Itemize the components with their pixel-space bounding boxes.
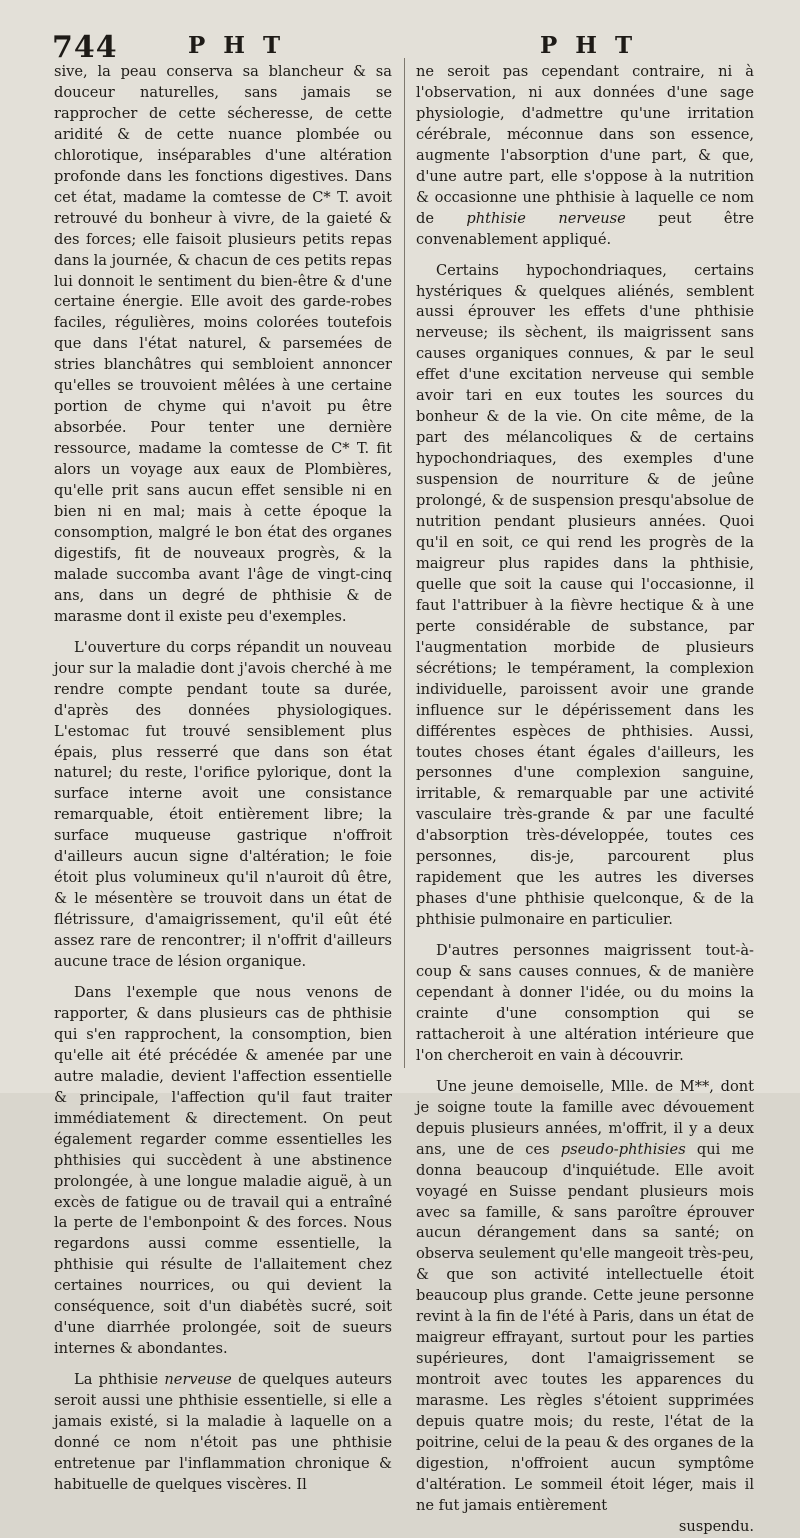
page-number: 744 — [52, 30, 118, 65]
paragraph-text-after: qui me donna beaucoup d'inquiétude. Elle avoit voyagé en Suisse pendant plusieurs mois avec sa famille, & sans paroître éprouver aucun dérangement dans sa santé; on observa seulement qu'elle mangeoit très-peu, & que son activité intellectuelle étoit beaucoup plus grande. Cette jeune personne revint à la fin de l'été à Paris, dans un état de maigreur effrayant, surtout pour les parties supérieures, dont l'amaigrissement se montroit avec toutes les apparences du marasme. Les règles s'étoient supprimées depuis quatre mois; du reste, l'état de la poitrine, celui de la peau & des organes de la digestion, n'offroient aucun symptôme d'altération. Le sommeil étoit léger, mais il ne fut jamais entièrement — [416, 1140, 754, 1514]
paragraph-end-word: suspendu. — [678, 1517, 754, 1535]
paragraph-sudden-emaciation: D'autres personnes maigrissent tout-à-coup & sans causes connues, & de manière cependant à donner l'idée, ou du moins la crainte d'une consomption qui se rattacheroit à une altération intérieure que l'on chercheroit en vain à découvrir. — [416, 942, 754, 1064]
italic-term: pseudo-phthisies — [560, 1140, 686, 1158]
paragraph-autopsy: L'ouverture du corps répandit un nouveau jour sur la maladie dont j'avois cherché à me rendre compte pendant toute sa durée, d'après des données physiologiques. L'estomac fut trouvé sensiblement plus épais, plus resserré que dans son état naturel; du reste, l'orifice pylorique, dont la surface interne avoit une consistance remarquable, étoit entièrement libre; la surface muqueuse gastrique n'offroit d'ailleurs aucun signe d'altération; le foie étoit plus volumineux qu'il n'auroit dû être, & le mésentère se trouvoit dans un état de flétrissure, d'amaigrissement, qu'il eût été assez rare de rencontrer; il n'offrit d'ailleurs aucune trace de lésion organique. — [54, 638, 392, 971]
paragraph-text-before: ne seroit pas cependant contraire, ni à l'observation, ni aux données d'une sage physiologie, d'admettre qu'une irritation cérébrale, méconnue dans son essence, augmente l'absorption d'une part, & que, d'une autre part, elle s'oppose à la nutrition & occasionne une phthisie à laquelle ce nom de — [416, 63, 754, 227]
column-divider — [404, 58, 405, 1068]
paragraph-text-after: peut être convenablement appliqué. — [416, 209, 754, 248]
right-column — [416, 62, 754, 1538]
paragraph-essential-phthisis: Dans l'exemple que nous venons de rapporter, & dans plusieurs cas de phthisie qui s'en rapprochent, la consomption, bien qu'elle ait été précédée & amenée par une autre maladie, devient l'affection essentielle & principale, l'affection qu'il faut traiter immédiatement & directement. On peut également regarder comme essentielles les phthisies qui succèdent à une abstinence prolongée, à une longue maladie aiguë, à un excès de fatigue ou de travail qui a entraîné la perte de l'embonpoint & des forces. Nous regardons aussi comme essentielle, la phthisie qui résulte de l'allaitement chez certaines nourrices, ou qui devient la conséquence, soit d'un diabétès sucré, soit d'une diarrhée prolongée, soit de sueurs internes & abondantes. — [54, 983, 392, 1358]
paragraph-continued-case: sive, la peau conserva sa blancheur & sa douceur naturelles, sans jamais se rapprocher de cette sécheresse, de cette aridité & de cette nuance plombée ou chlorotique, inséparables d'une altération profonde dans les fonctions digestives. Dans cet état, madame la comtesse de C* T. avoit retrouvé du bonheur à vivre, de la gaieté & des forces; elle faisoit plusieurs petits repas dans la journée, & chacun de ces petits repas lui donnoit le sentiment du bien-être & d'une certaine énergie. Elle avoit des garde-robes faciles, régulières, moins colorées toutefois que dans l'état naturel, & parsemées de stries blanchâtres qui sembloient annoncer qu'elles se trouvoient mêlées à une certaine portion de chyme qui n'avoit pu être absorbée. Pour tenter une dernière ressource, madame la comtesse de C* T. fit alors un voyage aux eaux de Plombières, qu'elle prit sans aucun effet sensible ni en bien ni en mal; mais à cette époque la consomption, malgré le bon état des organes digestifs, fit de nouveaux progrès, & la malade succomba avant l'âge de vingt-cinq ans, dans un degré de phthisie & de marasme dont il existe peu d'exemples. — [54, 63, 392, 625]
paragraph-young-lady-case — [416, 1077, 754, 1517]
paragraph-text-after: de quelques auteurs seroit aussi une phthisie essentielle, si elle a jamais existé, si la maladie à laquelle on a donné ce nom n'étoit pas une phthisie entretenue par l'inflammation chronique & habituelle de quelques viscères. Il — [54, 1371, 392, 1493]
italic-term: nerveuse — [164, 1371, 232, 1389]
running-head-left: P H T — [188, 32, 286, 59]
paragraph-text-before: La phthisie — [74, 1371, 165, 1389]
running-head-right: P H T — [540, 32, 638, 59]
italic-term: phthisie nerveuse — [466, 209, 626, 227]
paragraph-hypochondriacs: Certains hypochondriaques, certains hystériques & quelques aliénés, semblent aussi éprouver les effets d'une phthisie nerveuse; ils sèchent, ils maigrissent sans causes organiques connues, & par le seul effet d'une excitation nerveuse qui semble avoir tari en eux toutes les sources du bonheur & de la vie. On cite même, de la part des mélancoliques & de certains hypochondriaques, des exemples d'une suspension de nourriture & de jeûne prolongé, & de suspension presqu'absolue de nutrition pendant plusieurs années. Quoi qu'il en soit, ce qui rend les progrès de la maigreur plus rapides dans la phthisie, quelle que soit la cause qui l'occasionne, il faut l'attribuer à la fièvre hectique & à une perte considérable de substance, par l'augmentation morbide de plusieurs sécrétions; le tempérament, la complexion individuelle, paroissent avoir une grande influence sur le dépérissement dans les différentes espèces de phthisies. Aussi, toutes choses étant égales d'ailleurs, les personnes d'une complexion sanguine, irritable, & remarquable par une activité vasculaire très-grande & par une faculté d'absorption très-développée, toutes ces personnes, dis-je, parcourent plus rapidement que les autres les diverses phases d'une phthisie quelconque, & de la phthisie pulmonaire en particulier. — [416, 261, 754, 929]
paragraph-nervous-phthisis — [54, 1370, 392, 1496]
paragraph-text-before: Une jeune demoiselle, Mlle. de M**, dont je soigne toute la famille avec dévouement depuis plusieurs années, m'offrit, il y a deux ans, une de ces — [416, 1077, 754, 1158]
left-column — [54, 62, 392, 1496]
paragraph-continuation — [416, 62, 754, 251]
